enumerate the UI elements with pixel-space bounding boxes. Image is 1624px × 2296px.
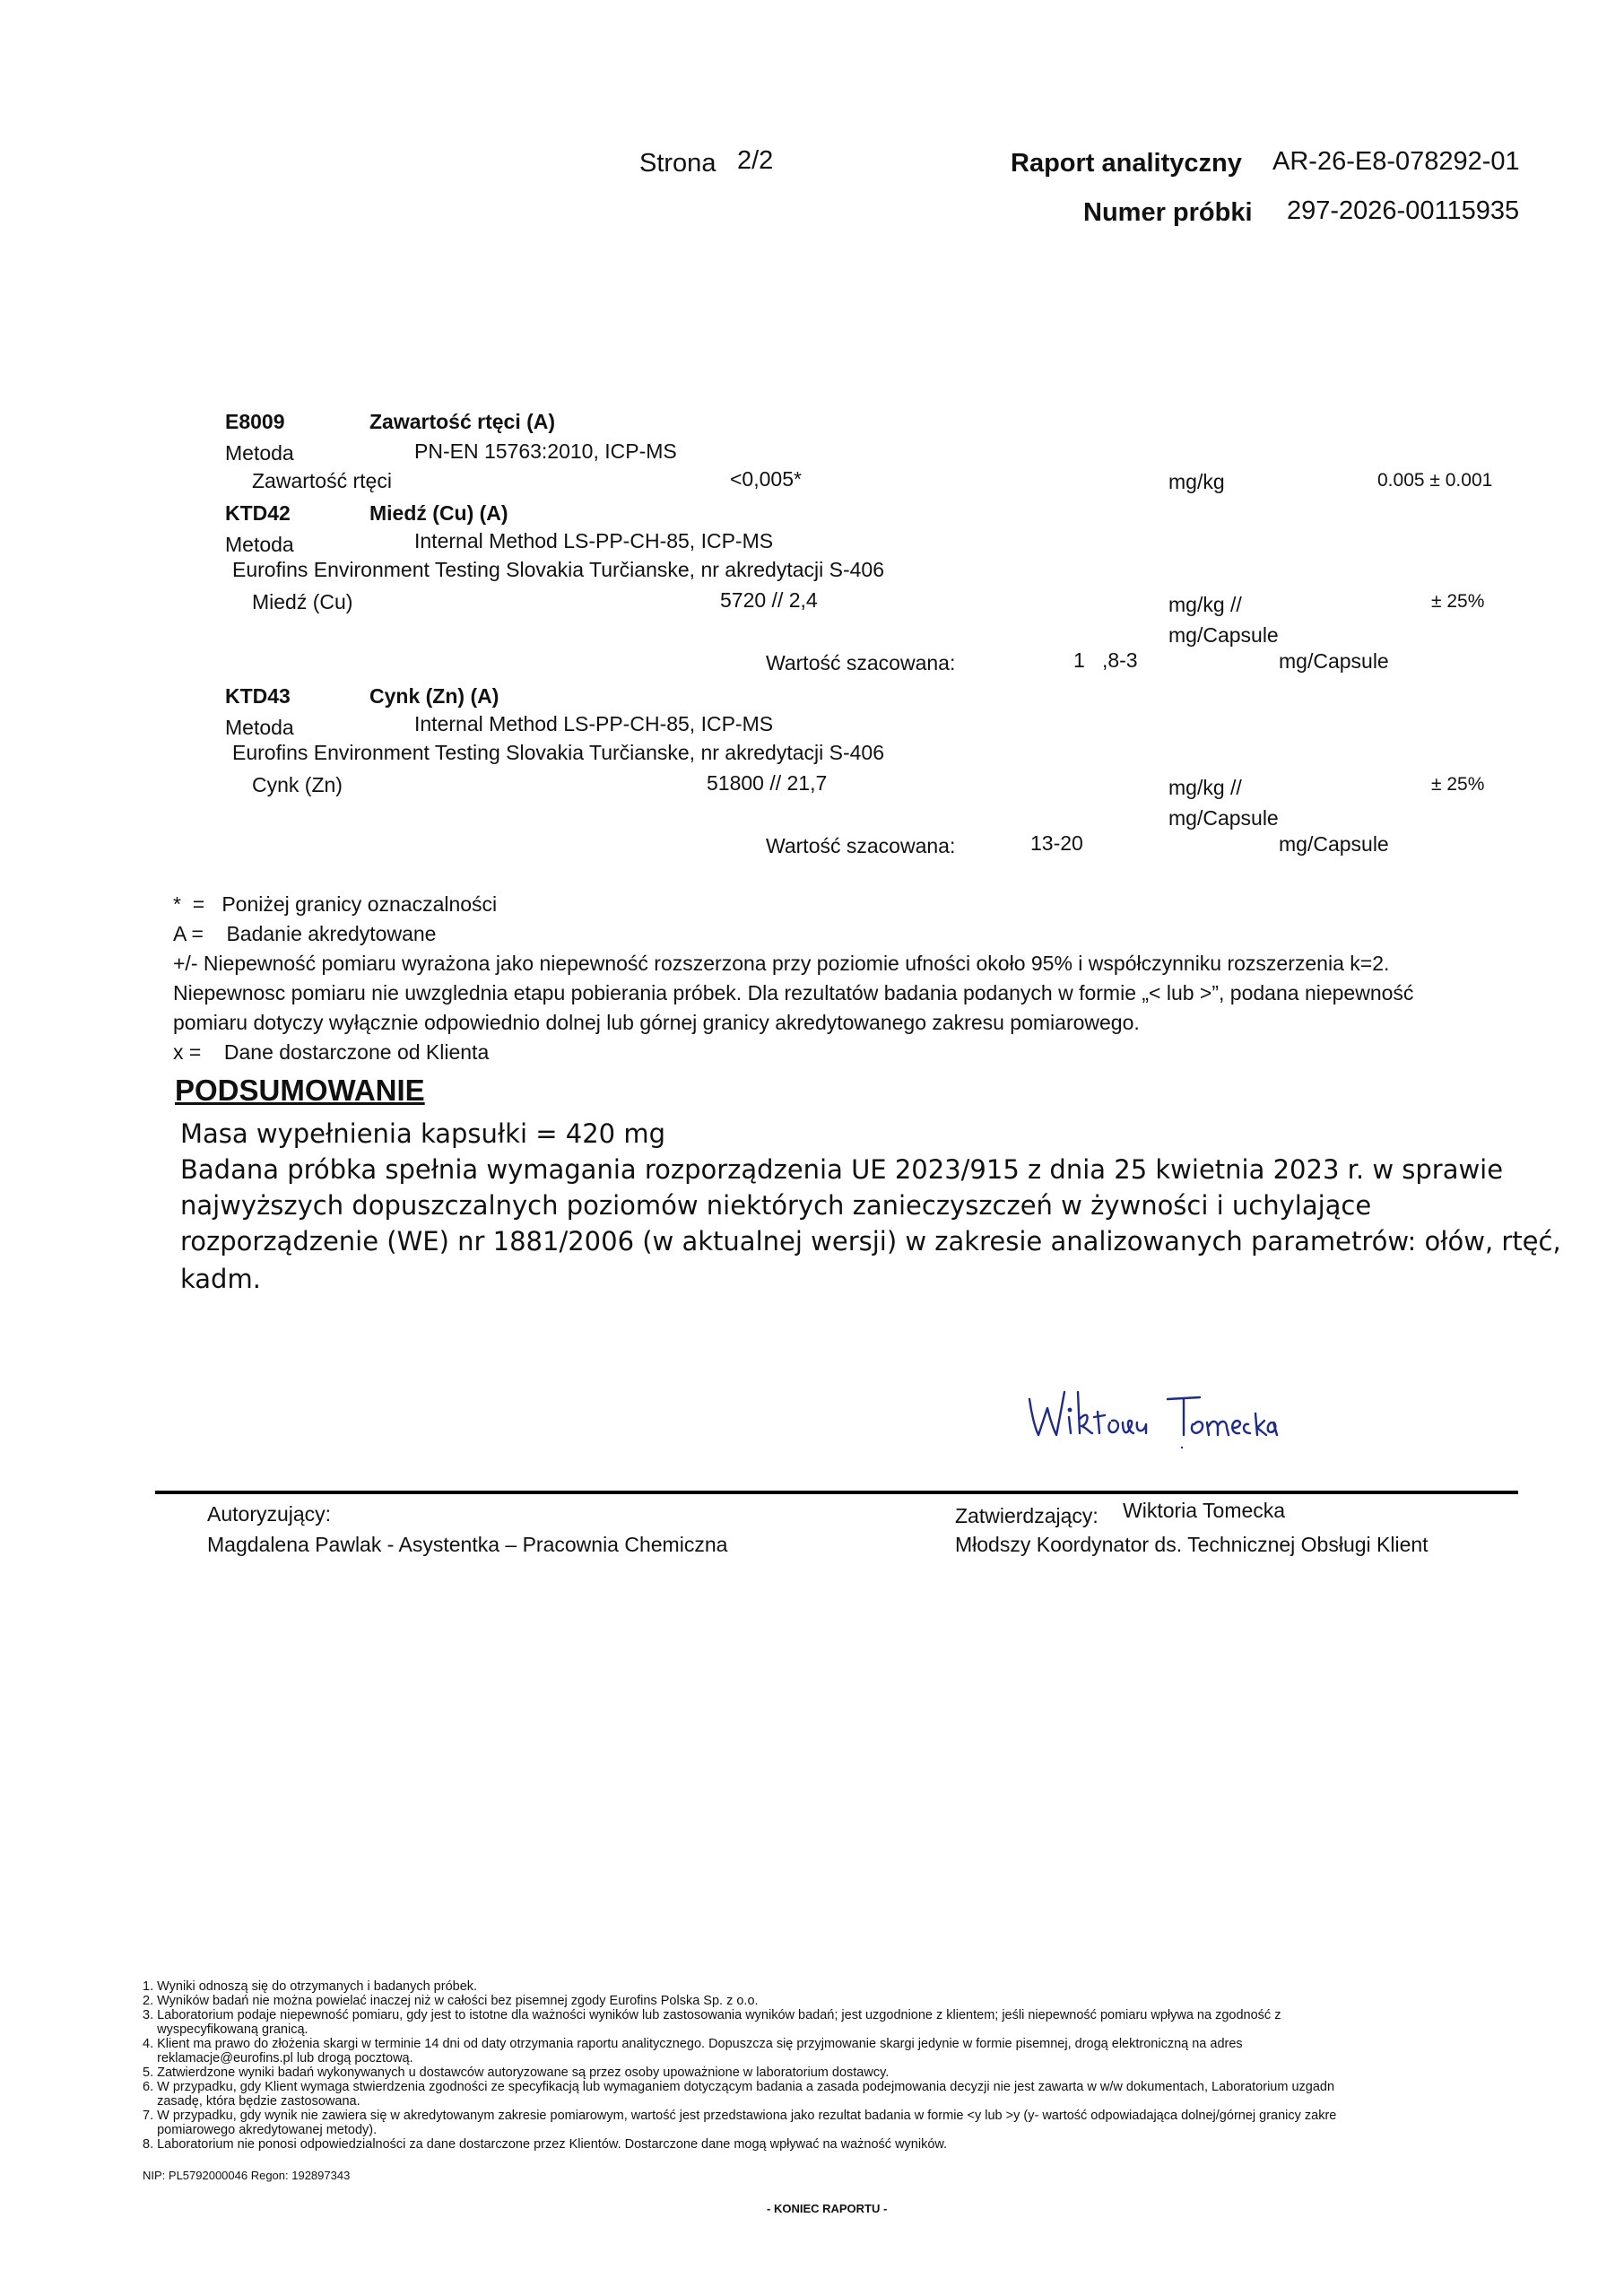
param-name: Zawartość rtęci — [252, 469, 392, 492]
method-label: Metoda — [225, 716, 294, 739]
signature-divider — [155, 1491, 1518, 1494]
legend-uncertainty-note: pomiaru dotyczy wyłącznie odpowiednio dolnej lub górnej granicy akredytowanego zakresu pomiarowego. — [173, 1011, 1140, 1034]
footnote-line: 4. Klient ma prawo do złożenia skargi w terminie 14 dni od daty otrzymania raportu analitycznego. Dopuszcza się przyjmowanie skargi jedynie w formie pisemnej, drogą elektroniczną na adres — [143, 2037, 1243, 2051]
test-code: KTD42 — [225, 501, 291, 525]
test-code: E8009 — [225, 410, 285, 433]
lab-accreditation: Eurofins Environment Testing Slovakia Turčianske, nr akredytacji S-406 — [232, 558, 884, 581]
estimated-label: Wartość szacowana: — [766, 651, 956, 674]
company-registration: NIP: PL5792000046 Regon: 192897343 — [143, 2169, 351, 2182]
approver-label: Zatwierdzający: — [955, 1504, 1099, 1527]
report-label: Raport analityczny — [1011, 149, 1242, 178]
estimated-label: Wartość szacowana: — [766, 834, 956, 857]
authorizer-name: Magdalena Pawlak - Asystentka – Pracownia Chemiczna — [207, 1533, 728, 1556]
estimated-value: 13-20 — [1030, 831, 1083, 855]
lab-accreditation: Eurofins Environment Testing Slovakia Turčianske, nr akredytacji S-406 — [232, 741, 884, 764]
summary-line: Masa wypełnienia kapsułki = 420 mg — [180, 1118, 665, 1149]
legend-star: * = Poniżej granicy oznaczalności — [173, 892, 498, 916]
approver-title: Młodszy Koordynator ds. Technicznej Obsługi Klient — [955, 1533, 1429, 1556]
uncertainty: ± 25% — [1431, 774, 1485, 795]
method-label: Metoda — [225, 441, 294, 465]
footnote-line: 7. W przypadku, gdy wynik nie zawiera się w akredytowanym zakresie pomiarowym, wartość jest przedstawiona jako rezultat badania w formie <y lub >y (y- wartość odpowiadająca dolnej/górnej granicy zakre — [143, 2109, 1337, 2123]
footnote-line: wyspecyfikowaną granicą. — [143, 2022, 308, 2037]
sample-number: 297-2026-00115935 — [1287, 196, 1520, 225]
result-value: 5720 // 2,4 — [720, 588, 818, 612]
legend-uncertainty-note: Niepewnosc pomiaru nie uwzglednia etapu pobierania próbek. Dla rezultatów badania podanych w formie „< lub >”, podana niepewność — [173, 981, 1414, 1004]
footnotes — [143, 1979, 1519, 2152]
page-label: Strona — [639, 149, 716, 178]
estimated-value: 1 ,8-3 — [1073, 648, 1138, 672]
legend-uncertainty: +/- Niepewność pomiaru wyrażona jako niepewność rozszerzona przy poziomie ufności około 95% i współczynniku rozszerzenia k=2. — [173, 952, 1390, 975]
summary-line: kadm. — [180, 1264, 261, 1294]
unit: mg/kg // — [1168, 776, 1242, 799]
test-title: Zawartość rtęci (A) — [369, 410, 556, 433]
param-name: Miedź (Cu) — [252, 590, 353, 613]
end-of-report: - KONIEC RAPORTU - — [767, 2202, 888, 2215]
approver-name: Wiktoria Tomecka — [1123, 1499, 1286, 1522]
legend-accredited: A = Badanie akredytowane — [173, 922, 437, 945]
unit: mg/Capsule — [1168, 623, 1279, 647]
result-value: <0,005* — [730, 467, 802, 491]
legend-client-data: x = Dane dostarczone od Klienta — [173, 1040, 490, 1064]
footnote-line: 6. W przypadku, gdy Klient wymaga stwierdzenia zgodności ze specyfikacją lub wymaganiem dotyczącym badania a zasada podejmowania decyzji nie jest zawarta w w/w dokumentach, Laboratorium uzgadn — [143, 2080, 1335, 2094]
estimated-unit: mg/Capsule — [1279, 832, 1389, 856]
summary-line: Badana próbka spełnia wymagania rozporządzenia UE 2023/915 z dnia 25 kwietnia 2023 r. w sprawie — [180, 1154, 1504, 1185]
footnote-line: 2. Wyników badań nie można powielać inaczej niż w całości bez pisemnej zgody Eurofins Polska Sp. z o.o. — [143, 1994, 759, 2008]
footnote-line: zasadę, która będzie zastosowana. — [143, 2094, 360, 2109]
report-number: AR-26-E8-078292-01 — [1272, 147, 1520, 176]
authorizer-label: Autoryzujący: — [207, 1502, 332, 1526]
test-title: Cynk (Zn) (A) — [369, 684, 499, 708]
footnote-line: pomiarowego akredytowanej metody). — [143, 2123, 378, 2137]
uncertainty: 0.005 ± 0.001 — [1377, 470, 1493, 491]
footnote-line: 3. Laboratorium podaje niepewność pomiaru, gdy jest to istotne dla ważności wyników lub zastosowania wyników badań; jest uzgodnione z klientem; jeśli niepewność pomiaru wpływa na zgodność z — [143, 2008, 1281, 2022]
test-title: Miedź (Cu) (A) — [369, 501, 508, 525]
unit: mg/Capsule — [1168, 806, 1279, 830]
footnote-line: 8. Laboratorium nie ponosi odpowiedzialności za dane dostarczone przez Klientów. Dostarczone dane mogą wpływać na ważność wyników. — [143, 2137, 948, 2152]
summary-line: rozporządzenie (WE) nr 1881/2006 (w aktualnej wersji) w zakresie analizowanych parametrów: ołów, rtęć, — [180, 1226, 1561, 1257]
page-number: 2/2 — [737, 146, 774, 175]
footnote-line: reklamacje@eurofins.pl lub drogą pocztową. — [143, 2051, 413, 2066]
result-value: 51800 // 21,7 — [707, 771, 828, 795]
unit: mg/kg // — [1168, 593, 1242, 616]
method-value: Internal Method LS-PP-CH-85, ICP-MS — [414, 712, 774, 735]
method-label: Metoda — [225, 533, 294, 556]
sample-label: Numer próbki — [1083, 198, 1253, 227]
uncertainty: ± 25% — [1431, 591, 1485, 612]
unit: mg/kg — [1168, 470, 1225, 493]
test-code: KTD43 — [225, 684, 291, 708]
summary-heading: PODSUMOWANIE — [175, 1074, 425, 1107]
estimated-unit: mg/Capsule — [1279, 649, 1389, 673]
footnote-line: 1. Wyniki odnoszą się do otrzymanych i badanych próbek. — [143, 1979, 478, 1994]
param-name: Cynk (Zn) — [252, 773, 343, 796]
method-value: Internal Method LS-PP-CH-85, ICP-MS — [414, 529, 774, 552]
summary-line: najwyższych dopuszczalnych poziomów niektórych zanieczyszczeń w żywności i uchylające — [180, 1190, 1372, 1221]
footnote-line: 5. Zatwierdzone wyniki badań wykonywanych u dostawców autoryzowane są przez osoby upoważnione w laboratorium dostawcy. — [143, 2066, 890, 2080]
method-value: PN-EN 15763:2010, ICP-MS — [414, 439, 677, 463]
signature — [1022, 1372, 1282, 1453]
